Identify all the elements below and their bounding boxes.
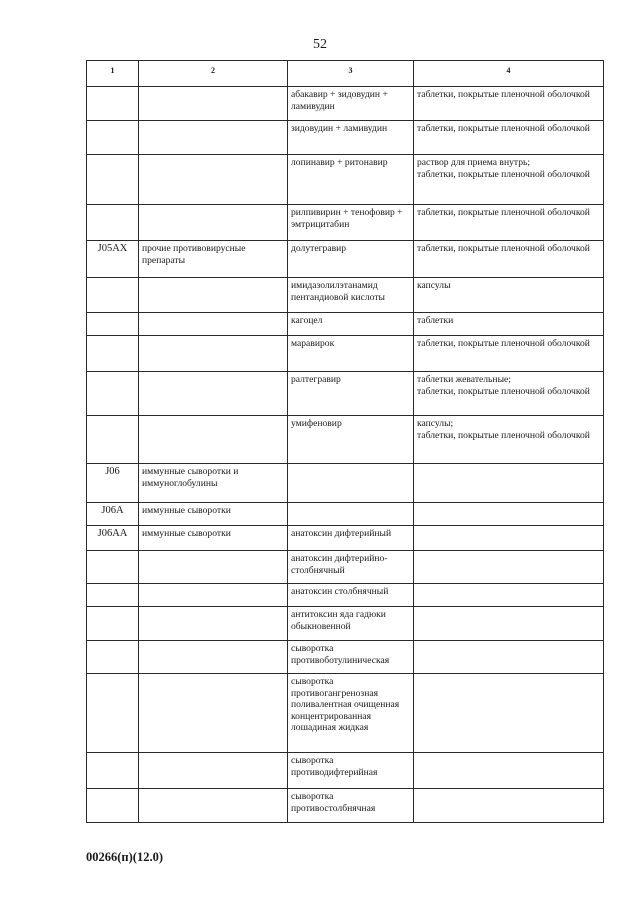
dosage-forms-cell — [414, 551, 604, 584]
drug-name-cell: анатоксин дифтерийно-столбнячный — [288, 551, 414, 584]
atc-code-cell — [87, 584, 139, 607]
drug-table — [86, 60, 604, 823]
dosage-form: таблетки, покрытые пленочной оболочкой — [417, 207, 590, 218]
dosage-form: таблетки, покрытые пленочной оболочкой — [417, 385, 590, 397]
drug-name-cell: имидазолилэтанамид пентандиовой кислоты — [288, 278, 414, 313]
group-name-cell — [139, 584, 288, 607]
drug-name-cell: лопинавир + ритонавир — [288, 155, 414, 205]
group-name-cell — [139, 607, 288, 641]
dosage-form: таблетки — [417, 315, 454, 326]
table-row — [87, 584, 604, 607]
group-name-cell: иммунные сыворотки и иммуноглобулины — [139, 464, 288, 503]
drug-name-cell: анатоксин дифтерийный — [288, 526, 414, 551]
table-row — [87, 205, 604, 241]
atc-code-cell — [87, 372, 139, 416]
table-row — [87, 503, 604, 526]
header-col-4: 4 — [414, 61, 604, 87]
dosage-forms-cell — [414, 416, 604, 464]
atc-code-cell — [87, 87, 139, 121]
dosage-forms-cell — [414, 278, 604, 313]
table-row — [87, 416, 604, 464]
dosage-forms-cell — [414, 372, 604, 416]
dosage-form: таблетки, покрытые пленочной оболочкой — [417, 89, 590, 100]
table-row — [87, 607, 604, 641]
dosage-forms-cell — [414, 336, 604, 372]
atc-code-cell — [87, 155, 139, 205]
dosage-forms-cell — [414, 87, 604, 121]
drug-name-cell: анатоксин столбнячный — [288, 584, 414, 607]
table-row — [87, 753, 604, 789]
atc-code-cell — [87, 336, 139, 372]
atc-code-cell — [87, 551, 139, 584]
group-name-cell — [139, 753, 288, 789]
table-row — [87, 464, 604, 503]
drug-name-cell — [288, 503, 414, 526]
table-row — [87, 278, 604, 313]
dosage-forms-cell — [414, 464, 604, 503]
header-col-1: 1 — [87, 61, 139, 87]
drug-name-cell: умифеновир — [288, 416, 414, 464]
group-name-cell — [139, 674, 288, 753]
dosage-forms-cell — [414, 641, 604, 674]
dosage-form: таблетки, покрытые пленочной оболочкой — [417, 429, 590, 441]
table-row — [87, 336, 604, 372]
table-row — [87, 87, 604, 121]
dosage-forms-cell — [414, 607, 604, 641]
header-col-2: 2 — [139, 61, 288, 87]
dosage-form: раствор для приема внутрь; — [417, 157, 531, 168]
group-name-cell — [139, 155, 288, 205]
dosage-form: таблетки, покрытые пленочной оболочкой — [417, 123, 590, 134]
group-name-cell — [139, 416, 288, 464]
drug-name-cell: кагоцел — [288, 313, 414, 336]
group-name-cell — [139, 278, 288, 313]
dosage-forms-cell — [414, 674, 604, 753]
drug-name-cell: ралтегравир — [288, 372, 414, 416]
table-row — [87, 121, 604, 155]
group-name-cell — [139, 641, 288, 674]
group-name-cell — [139, 313, 288, 336]
table-row — [87, 789, 604, 823]
dosage-forms-cell — [414, 241, 604, 278]
group-name-cell — [139, 336, 288, 372]
drug-name-cell: абакавир + зидовудин + ламивудин — [288, 87, 414, 121]
header-row — [87, 61, 604, 87]
atc-code-cell — [87, 641, 139, 674]
group-name-cell: иммунные сыворотки — [139, 526, 288, 551]
group-name-cell — [139, 789, 288, 823]
table-row — [87, 313, 604, 336]
table-row — [87, 551, 604, 584]
group-name-cell — [139, 205, 288, 241]
dosage-forms-cell — [414, 753, 604, 789]
atc-code-cell — [87, 607, 139, 641]
table-row — [87, 641, 604, 674]
dosage-form: таблетки, покрытые пленочной оболочкой — [417, 243, 590, 254]
atc-code-cell — [87, 753, 139, 789]
dosage-forms-cell — [414, 121, 604, 155]
table-row — [87, 526, 604, 551]
page-number: 52 — [313, 37, 327, 52]
table-body — [87, 87, 604, 823]
atc-code-cell: J06A — [87, 503, 139, 526]
dosage-forms-cell — [414, 205, 604, 241]
group-name-cell — [139, 372, 288, 416]
dosage-form: капсулы — [417, 280, 451, 291]
drug-name-cell: зидовудин + ламивудин — [288, 121, 414, 155]
header-col-3: 3 — [288, 61, 414, 87]
drug-name-cell: долутегравир — [288, 241, 414, 278]
table-row — [87, 674, 604, 753]
atc-code-cell — [87, 278, 139, 313]
dosage-forms-cell — [414, 313, 604, 336]
drug-name-cell: сыворотка противогангренозная поливалентная очищенная концентрированная лошадиная жидкая — [288, 674, 414, 753]
table-row — [87, 241, 604, 278]
drug-name-cell: антитоксин яда гадюки обыкновенной — [288, 607, 414, 641]
dosage-forms-cell — [414, 503, 604, 526]
group-name-cell: иммунные сыворотки — [139, 503, 288, 526]
dosage-forms-cell — [414, 584, 604, 607]
atc-code-cell — [87, 205, 139, 241]
drug-name-cell: сыворотка противоботулиническая — [288, 641, 414, 674]
dosage-form: таблетки жевательные; — [417, 374, 511, 385]
drug-name-cell: сыворотка противостолбнячная — [288, 789, 414, 823]
footer-doc-code: 00266(п)(12.0) — [86, 850, 163, 864]
group-name-cell — [139, 87, 288, 121]
drug-name-cell: сыворотка противодифтерийная — [288, 753, 414, 789]
dosage-form: таблетки, покрытые пленочной оболочкой — [417, 338, 590, 349]
dosage-forms-cell — [414, 155, 604, 205]
drug-name-cell: рилпивирин + тенофовир + эмтрицитабин — [288, 205, 414, 241]
table-row — [87, 372, 604, 416]
drug-name-cell — [288, 464, 414, 503]
atc-code-cell — [87, 416, 139, 464]
atc-code-cell — [87, 121, 139, 155]
dosage-forms-cell — [414, 789, 604, 823]
group-name-cell: прочие противовирусные препараты — [139, 241, 288, 278]
atc-code-cell: J05AX — [87, 241, 139, 278]
atc-code-cell: J06 — [87, 464, 139, 503]
dosage-forms-cell — [414, 526, 604, 551]
dosage-form: капсулы; — [417, 418, 454, 429]
group-name-cell — [139, 551, 288, 584]
dosage-form: таблетки, покрытые пленочной оболочкой — [417, 168, 590, 180]
atc-code-cell: J06AA — [87, 526, 139, 551]
atc-code-cell — [87, 313, 139, 336]
atc-code-cell — [87, 789, 139, 823]
table-row — [87, 155, 604, 205]
drug-name-cell: маравирок — [288, 336, 414, 372]
group-name-cell — [139, 121, 288, 155]
atc-code-cell — [87, 674, 139, 753]
